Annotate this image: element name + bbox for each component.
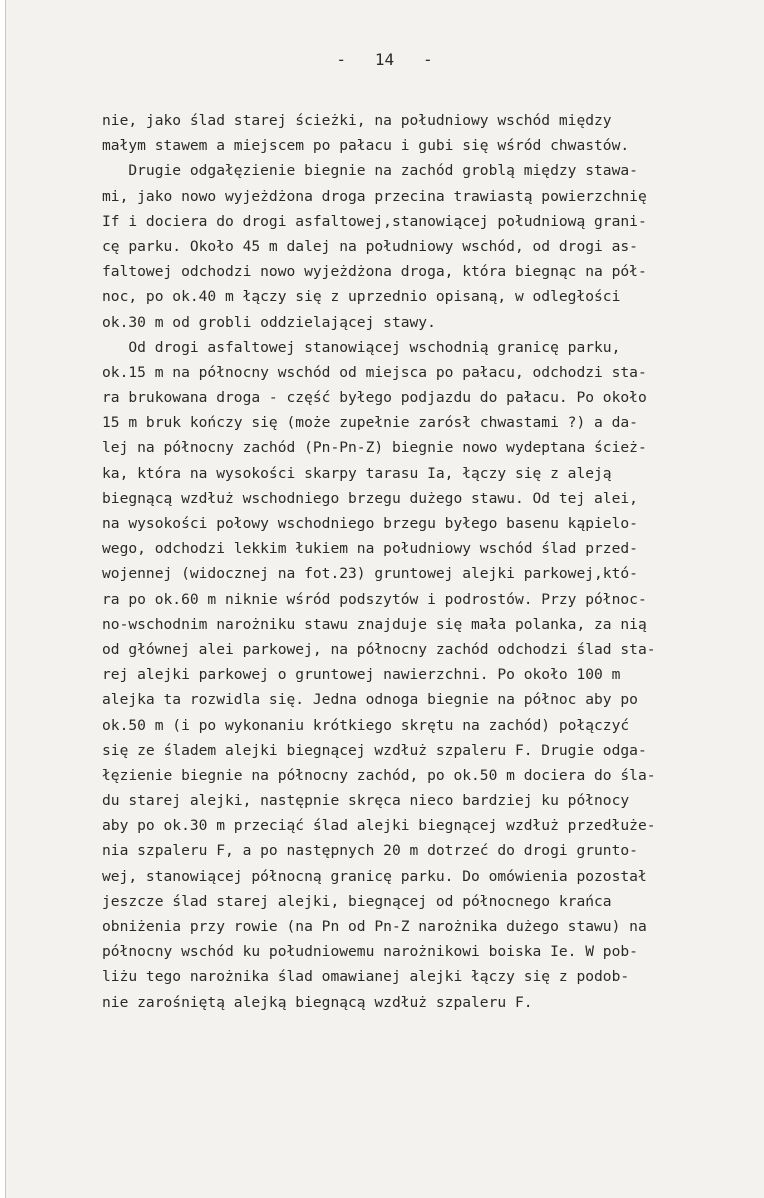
text-line: faltowej odchodzi nowo wyjeżdżona droga, która biegnąc na pół-	[102, 263, 647, 281]
text-line: aby po ok.30 m przeciąć ślad alejki biegnącej wzdłuż przedłuże-	[102, 817, 656, 835]
text-line: małym stawem a miejscem po pałacu i gubi się wśród chwastów.	[102, 137, 630, 155]
text-line: ok.50 m (i po wykonaniu krótkiego skrętu na zachód) połączyć	[102, 716, 630, 734]
text-line: wojennej (widocznej na fot.23) gruntowej alejki parkowej,któ-	[102, 565, 638, 583]
text-line: liżu tego narożnika ślad omawianej alejki łączy się z podob-	[102, 968, 630, 986]
page-number: - 14 -	[336, 50, 433, 69]
text-line: Od drogi asfaltowej stanowiącej wschodnią granicę parku,	[102, 338, 621, 356]
text-line: mi, jako nowo wyjeżdżona droga przecina trawiastą powierzchnię	[102, 187, 647, 205]
text-line: cę parku. Około 45 m dalej na południowy wschód, od drogi as-	[102, 237, 638, 255]
text-line: wej, stanowiącej północną granicę parku. Do omówienia pozostał	[102, 867, 647, 885]
body-text	[102, 108, 727, 1015]
text-line: lej na północny zachód (Pn-Pn-Z) biegnie nowo wydeptana ścież-	[102, 439, 647, 457]
text-line: noc, po ok.40 m łączy się z uprzednio opisaną, w odległości	[102, 288, 621, 306]
text-line: od głównej alei parkowej, na północny zachód odchodzi ślad sta-	[102, 640, 656, 658]
text-line: biegnącą wzdłuż wschodniego brzegu dużego stawu. Od tej alei,	[102, 489, 638, 507]
text-line: jeszcze ślad starej alejki, biegnącej od północnego krańca	[102, 892, 612, 910]
text-line: nie, jako ślad starej ścieżki, na południowy wschód między	[102, 112, 612, 129]
text-line: nie zarośniętą alejką biegnącą wzdłuż szpaleru F.	[102, 993, 533, 1011]
text-line: na wysokości połowy wschodniego brzegu byłego basenu kąpielo-	[102, 515, 638, 532]
text-line: ok.30 m od grobli oddzielającej stawy.	[102, 313, 436, 331]
text-line: du starej alejki, następnie skręca nieco bardziej ku północy	[102, 792, 630, 810]
text-line: nia szpaleru F, a po następnych 20 m dotrzeć do drogi grunto-	[102, 842, 638, 860]
text-line: północny wschód ku południowemu narożnikowi boiska Ie. W pob-	[102, 943, 638, 961]
text-line: 15 m bruk kończy się (może zupełnie zarósł chwastami ?) a da-	[102, 414, 638, 432]
text-line: obniżenia przy rowie (na Pn od Pn-Z narożnika dużego stawu) na	[102, 918, 647, 935]
text-line: ra po ok.60 m niknie wśród podszytów i podrostów. Przy północ-	[102, 590, 647, 608]
text-line: łęzienie biegnie na północny zachód, po ok.50 m dociera do śla-	[102, 766, 656, 784]
text-line: się ze śladem alejki biegnącej wzdłuż szpaleru F. Drugie odga-	[102, 741, 647, 759]
text-line: If i dociera do drogi asfaltowej,stanowiącej południową grani-	[102, 212, 647, 230]
text-line: no-wschodnim narożniku stawu znajduje się mała polanka, za nią	[102, 615, 647, 633]
text-line: ok.15 m na północny wschód od miejsca po pałacu, odchodzi sta-	[102, 363, 647, 381]
text-line: alejka ta rozwidla się. Jedna odnoga biegnie na północ aby po	[102, 691, 638, 709]
text-line: ka, która na wysokości skarpy tarasu Ia, łączy się z aleją	[102, 464, 612, 482]
text-line: Drugie odgałęzienie biegnie na zachód groblą między stawa-	[102, 162, 638, 180]
text-line: ra brukowana droga - część byłego podjazdu do pałacu. Po około	[102, 389, 647, 407]
text-line: rej alejki parkowej o gruntowej nawierzchni. Po około 100 m	[102, 666, 621, 684]
text-line: wego, odchodzi lekkim łukiem na południowy wschód ślad przed-	[102, 540, 638, 558]
document-page	[5, 0, 764, 1198]
